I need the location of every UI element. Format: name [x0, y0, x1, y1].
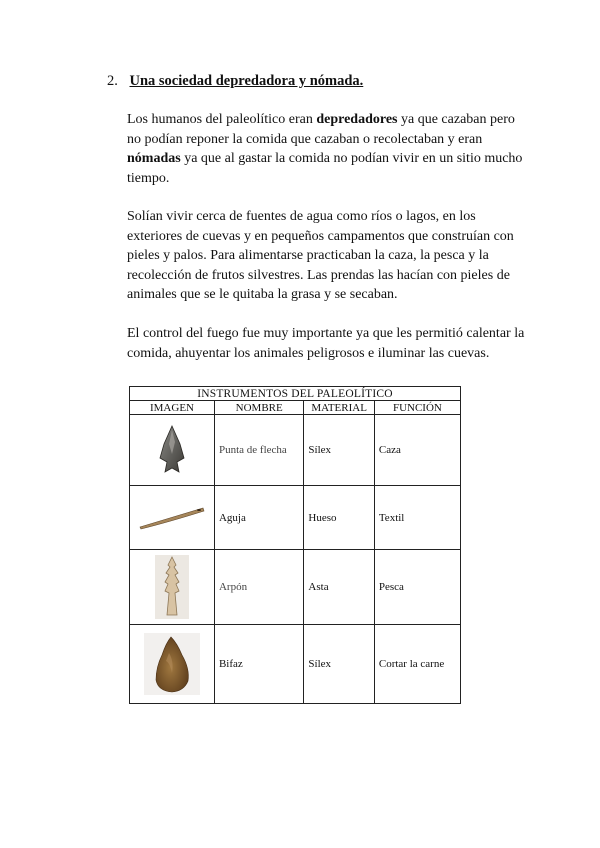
row1-funcion: Caza	[374, 415, 460, 486]
header-material: MATERIAL	[304, 401, 374, 415]
section-number: 2.	[107, 73, 118, 89]
header-nombre: NOMBRE	[214, 401, 303, 415]
row2-material: Hueso	[304, 486, 374, 550]
harpoon-image	[130, 550, 215, 625]
table-title: INSTRUMENTOS DEL PALEOLÍTICO	[130, 387, 461, 401]
table-row	[130, 625, 461, 704]
row2-nombre: Aguja	[214, 486, 303, 550]
bold-depredadores: depredadores	[316, 112, 398, 127]
row4-nombre: Bifaz	[214, 625, 303, 704]
row3-nombre: Arpón	[214, 550, 303, 625]
paragraph1-text-1: Los humanos del paleolítico eran	[127, 112, 317, 127]
row2-funcion: Textil	[374, 486, 460, 550]
table-row	[130, 486, 461, 550]
section-title: Una sociedad depredadora y nómada.	[129, 73, 364, 89]
table-row	[130, 415, 461, 486]
paragraph1-text-3: ya que al gastar la comida no podían vivir en un sitio mucho tiempo.	[127, 151, 523, 186]
table-row	[130, 550, 461, 625]
section-heading	[107, 73, 363, 90]
instruments-table	[129, 386, 461, 704]
header-funcion: FUNCIÓN	[374, 401, 460, 415]
row3-funcion: Pesca	[374, 550, 460, 625]
row1-nombre: Punta de flecha	[214, 415, 303, 486]
paragraph1-text-2: ya que cazaban pero no podían reponer la comida que cazaban o recolectaban y eran	[127, 112, 515, 147]
paragraph-vivienda: Solían vivir cerca de fuentes de agua como ríos o lagos, en los exteriores de cuevas y en pequeños campamentos que construían con pieles y palos. Para alimentarse practicaban la caza, la pesca y la recolección de frutos silvestres. Las prendas las hacían con pieles de animales que se le quitaba la grasa y se secaban.	[127, 209, 514, 302]
row1-material: Sílex	[304, 415, 374, 486]
row4-material: Sílex	[304, 625, 374, 704]
paragraph-depredadores	[127, 110, 532, 188]
bold-nomadas: nómadas	[127, 151, 181, 166]
needle-image	[130, 486, 215, 550]
paragraph-fuego: El control del fuego fue muy importante ya que les permitió calentar la comida, ahuyentar los animales peligrosos e iluminar las cuevas.	[127, 326, 525, 361]
arrowhead-image	[130, 415, 215, 486]
row4-funcion: Cortar la carne	[374, 625, 460, 704]
handaxe-image	[130, 625, 215, 704]
row3-material: Asta	[304, 550, 374, 625]
header-imagen: IMAGEN	[130, 401, 215, 415]
